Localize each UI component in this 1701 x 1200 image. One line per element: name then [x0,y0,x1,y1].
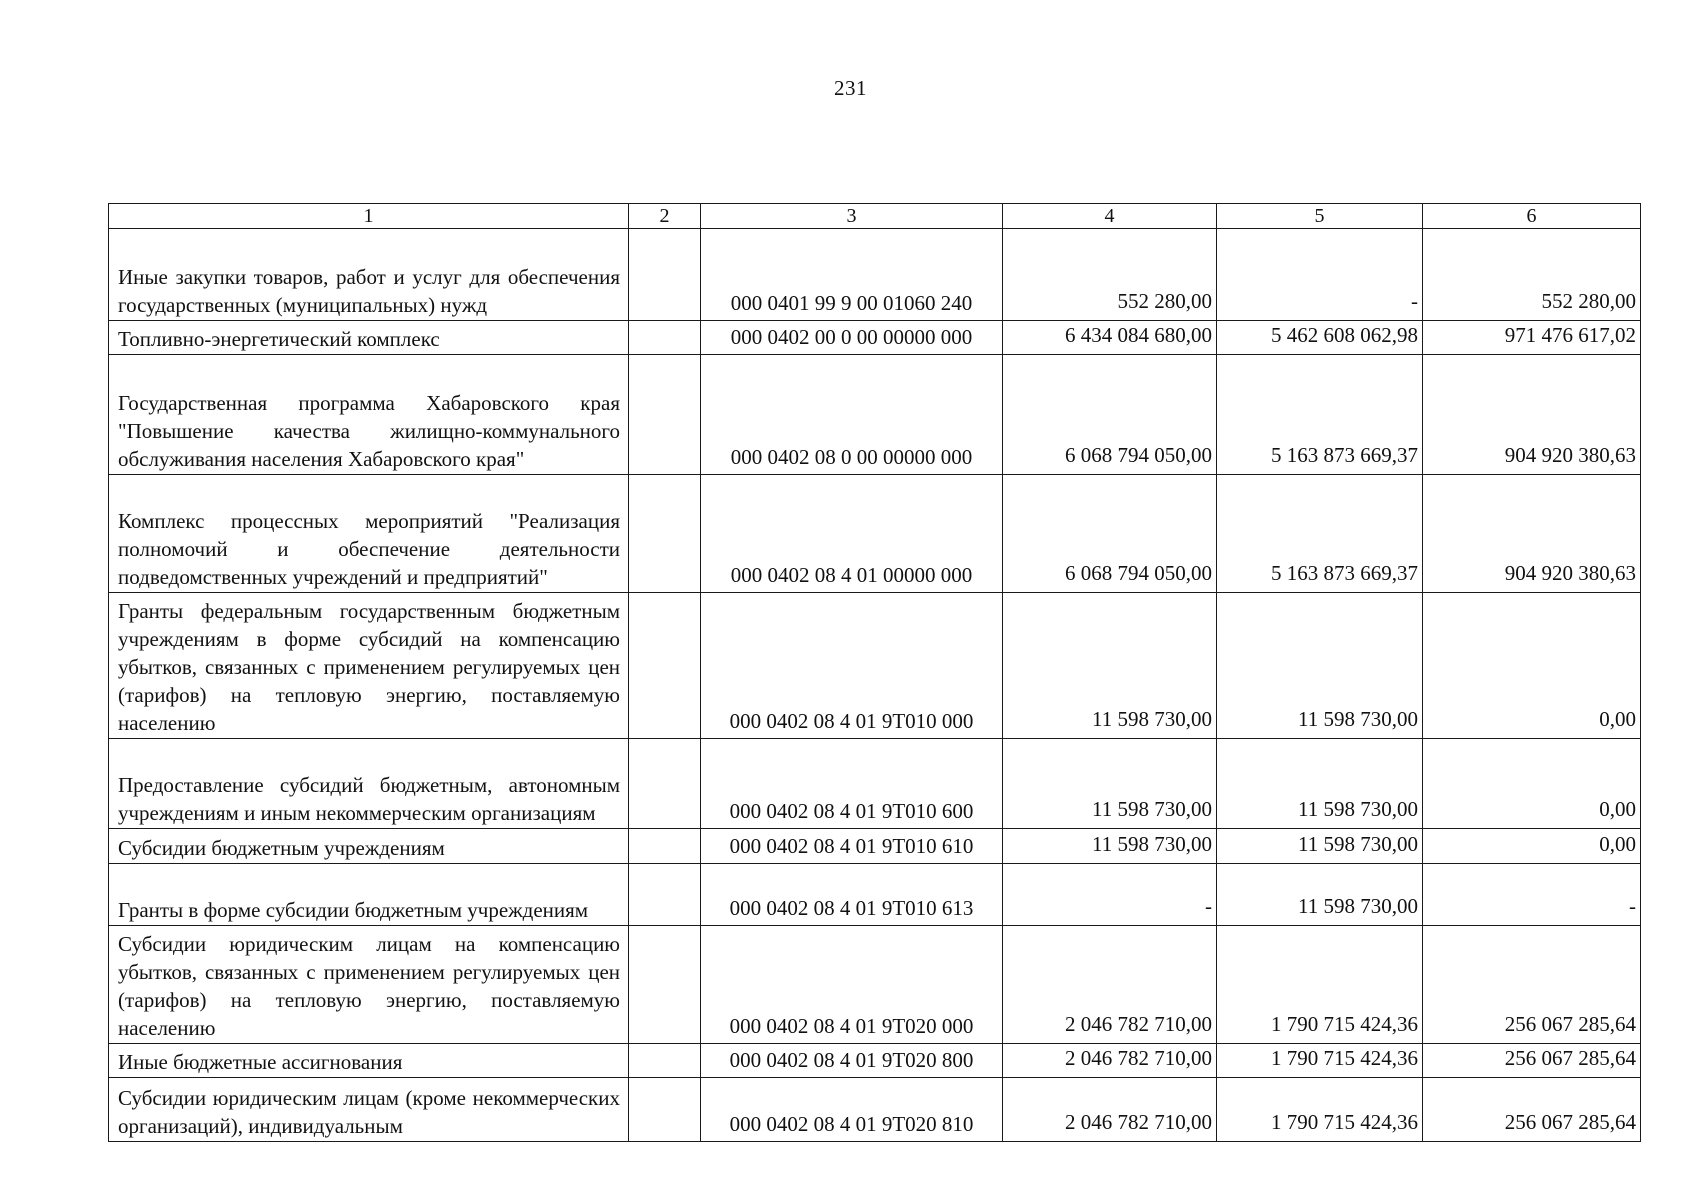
row-col2 [629,739,701,829]
row-name: Субсидии юридическим лицам (кроме некоммерческих организаций), индивидуальным [109,1078,629,1142]
row-col2 [629,475,701,593]
row-value-5: 5 462 608 062,98 [1217,321,1423,355]
row-col2 [629,229,701,321]
page-number: 231 [834,76,867,100]
row-value-4: 552 280,00 [1003,229,1217,321]
row-value-4: 6 068 794 050,00 [1003,355,1217,475]
table-row [109,355,1641,475]
row-value-4: 6 434 084 680,00 [1003,321,1217,355]
table-row [109,593,1641,739]
row-code: 000 0402 08 4 01 9Т010 610 [701,829,1003,864]
row-code: 000 0402 08 4 01 9Т020 000 [701,926,1003,1044]
column-header: 3 [701,204,1003,229]
row-value-5: 11 598 730,00 [1217,739,1423,829]
table-row [109,321,1641,355]
budget-table [108,203,1641,1142]
table-row [109,1078,1641,1142]
row-code: 000 0402 08 4 01 9Т020 810 [701,1078,1003,1142]
row-value-6: 256 067 285,64 [1423,1044,1641,1078]
row-value-6: 904 920 380,63 [1423,355,1641,475]
row-value-4: 2 046 782 710,00 [1003,1078,1217,1142]
row-name: Гранты федеральным государственным бюджетным учреждениям в форме субсидий на компенсацию убытков, связанных с применением регулируемых цен (тарифов) на тепловую энергию, поставляемую населению [109,593,629,739]
row-col2 [629,926,701,1044]
row-name: Государственная программа Хабаровского края "Повышение качества жилищно-коммунального обслуживания населения Хабаровского края" [109,355,629,475]
row-code: 000 0402 08 0 00 00000 000 [701,355,1003,475]
row-code: 000 0402 00 0 00 00000 000 [701,321,1003,355]
row-value-6: 256 067 285,64 [1423,926,1641,1044]
row-name: Иные бюджетные ассигнования [109,1044,629,1078]
column-header: 2 [629,204,701,229]
row-value-4: 11 598 730,00 [1003,829,1217,864]
row-col2 [629,864,701,926]
row-name: Субсидии юридическим лицам на компенсацию убытков, связанных с применением регулируемых цен (тарифов) на тепловую энергию, поставляемую населению [109,926,629,1044]
table-row [109,1044,1641,1078]
table-row [109,475,1641,593]
row-value-6: 0,00 [1423,829,1641,864]
row-value-5: 11 598 730,00 [1217,864,1423,926]
row-name: Топливно-энергетический комплекс [109,321,629,355]
row-value-5: 1 790 715 424,36 [1217,926,1423,1044]
row-value-6: 256 067 285,64 [1423,1078,1641,1142]
row-col2 [629,829,701,864]
row-value-4: 2 046 782 710,00 [1003,1044,1217,1078]
row-value-4: 2 046 782 710,00 [1003,926,1217,1044]
column-header: 6 [1423,204,1641,229]
table-row [109,829,1641,864]
row-col2 [629,1078,701,1142]
row-value-5: 11 598 730,00 [1217,593,1423,739]
column-header: 5 [1217,204,1423,229]
row-value-5: 5 163 873 669,37 [1217,475,1423,593]
row-value-4: 11 598 730,00 [1003,593,1217,739]
row-value-6: 0,00 [1423,739,1641,829]
column-header: 1 [109,204,629,229]
row-name: Субсидии бюджетным учреждениям [109,829,629,864]
row-value-4: 6 068 794 050,00 [1003,475,1217,593]
row-value-5: 11 598 730,00 [1217,829,1423,864]
row-value-6: 904 920 380,63 [1423,475,1641,593]
table-row [109,229,1641,321]
row-value-6: 0,00 [1423,593,1641,739]
row-value-5: 1 790 715 424,36 [1217,1044,1423,1078]
row-code: 000 0402 08 4 01 9Т010 613 [701,864,1003,926]
row-name: Гранты в форме субсидии бюджетным учреждениям [109,864,629,926]
row-value-6: 971 476 617,02 [1423,321,1641,355]
row-code: 000 0402 08 4 01 9Т010 600 [701,739,1003,829]
row-value-4: 11 598 730,00 [1003,739,1217,829]
table-row [109,739,1641,829]
row-value-6: - [1423,864,1641,926]
row-value-5: - [1217,229,1423,321]
row-code: 000 0402 08 4 01 9Т020 800 [701,1044,1003,1078]
row-name: Комплекс процессных мероприятий "Реализация полномочий и обеспечение деятельности подведомственных учреждений и предприятий" [109,475,629,593]
row-code: 000 0402 08 4 01 00000 000 [701,475,1003,593]
row-col2 [629,321,701,355]
row-code: 000 0401 99 9 00 01060 240 [701,229,1003,321]
row-value-6: 552 280,00 [1423,229,1641,321]
column-header: 4 [1003,204,1217,229]
table-header-row [109,204,1641,229]
row-name: Предоставление субсидий бюджетным, автономным учреждениям и иным некоммерческим организациям [109,739,629,829]
row-value-4: - [1003,864,1217,926]
row-value-5: 5 163 873 669,37 [1217,355,1423,475]
row-value-5: 1 790 715 424,36 [1217,1078,1423,1142]
row-col2 [629,1044,701,1078]
table-row [109,926,1641,1044]
table-row [109,864,1641,926]
row-name: Иные закупки товаров, работ и услуг для обеспечения государственных (муниципальных) нужд [109,229,629,321]
row-col2 [629,355,701,475]
row-col2 [629,593,701,739]
row-code: 000 0402 08 4 01 9Т010 000 [701,593,1003,739]
